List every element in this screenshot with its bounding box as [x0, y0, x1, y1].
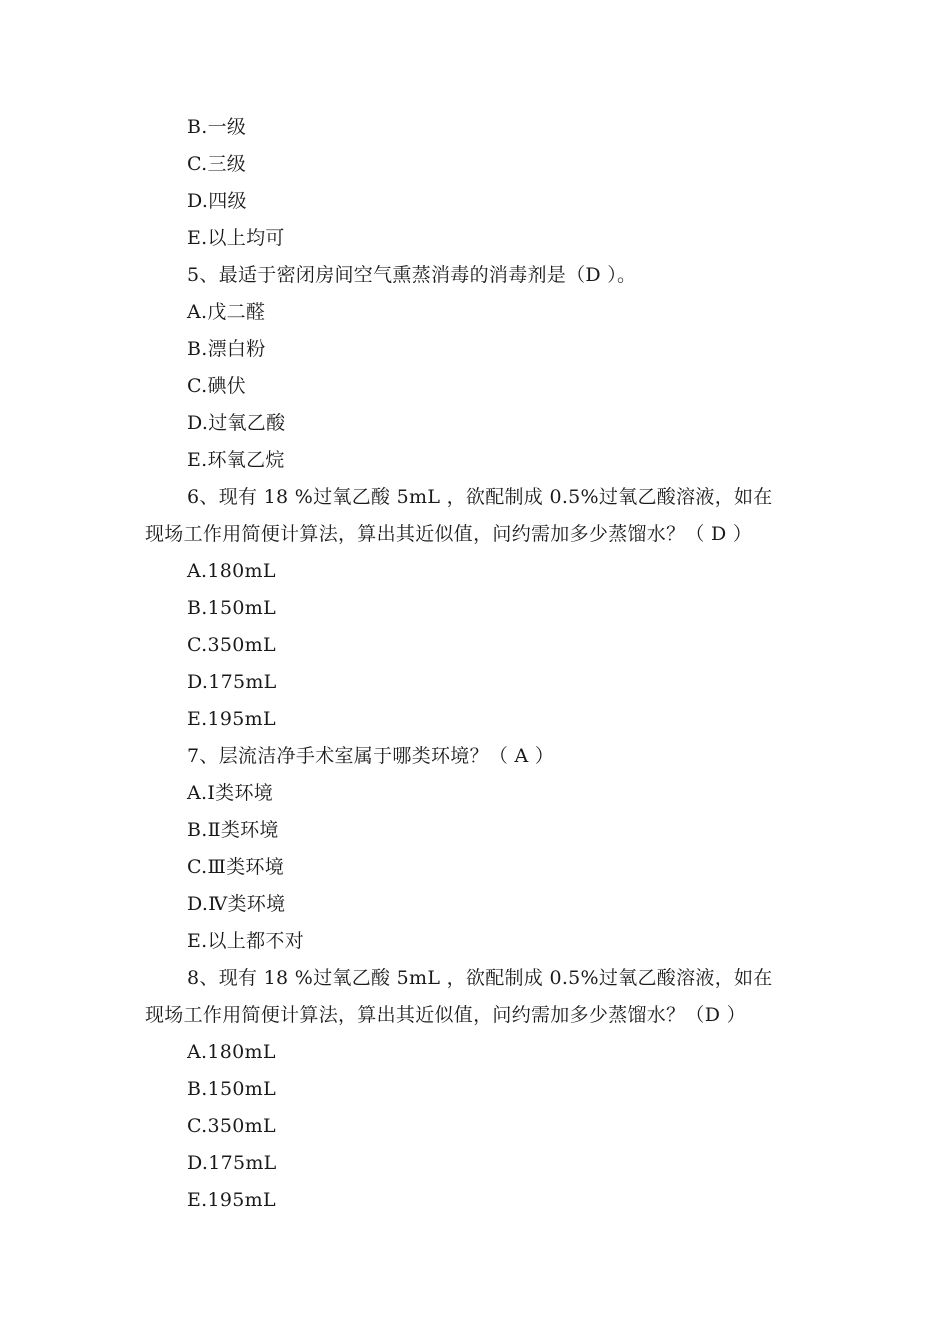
question-6-continued: 现场工作用简便计算法，算出其近似值，问约需加多少蒸馏水？（ D ）: [145, 523, 753, 545]
question-6: 6、现有 18 %过氧乙酸 5mL ，欲配制成 0.5%过氧乙酸溶液，如在: [187, 486, 773, 508]
option-b-q7: B.Ⅱ类环境: [187, 819, 279, 841]
question-5: 5、最适于密闭房间空气熏蒸消毒的消毒剂是（D ）。: [187, 264, 637, 286]
option-e-q8: E.195mL: [187, 1189, 276, 1211]
option-e-q6: E.195mL: [187, 708, 276, 730]
option-e-q7: E.以上都不对: [187, 930, 305, 952]
option-a-q5: A.戊二醛: [187, 301, 266, 323]
option-e-q5: E.环氧乙烷: [187, 449, 285, 471]
option-c-q4: C.三级: [187, 153, 247, 175]
option-c-q6: C.350mL: [187, 634, 276, 656]
option-d-q6: D.175mL: [187, 671, 277, 693]
option-b-q5: B.漂白粉: [187, 338, 266, 360]
option-a-q6: A.180mL: [187, 560, 276, 582]
question-8: 8、现有 18 %过氧乙酸 5mL ，欲配制成 0.5%过氧乙酸溶液，如在: [187, 967, 773, 989]
option-d-q8: D.175mL: [187, 1152, 277, 1174]
option-b-q6: B.150mL: [187, 597, 277, 619]
option-d-q4: D.四级: [187, 190, 247, 212]
question-7: 7、层流洁净手术室属于哪类环境？（ A ）: [187, 745, 555, 767]
option-b-q4: B.一级: [187, 116, 247, 138]
option-d-q7: D.Ⅳ类环境: [187, 893, 286, 915]
option-c-q5: C.碘伏: [187, 375, 247, 397]
option-c-q7: C.Ⅲ类环境: [187, 856, 285, 878]
option-a-q8: A.180mL: [187, 1041, 276, 1063]
option-d-q5: D.过氧乙酸: [187, 412, 286, 434]
option-a-q7: A.Ⅰ类环境: [187, 782, 274, 804]
option-c-q8: C.350mL: [187, 1115, 276, 1137]
question-8-continued: 现场工作用简便计算法，算出其近似值，问约需加多少蒸馏水？（D ）: [145, 1004, 746, 1026]
option-e-q4: E.以上均可: [187, 227, 285, 249]
option-b-q8: B.150mL: [187, 1078, 277, 1100]
